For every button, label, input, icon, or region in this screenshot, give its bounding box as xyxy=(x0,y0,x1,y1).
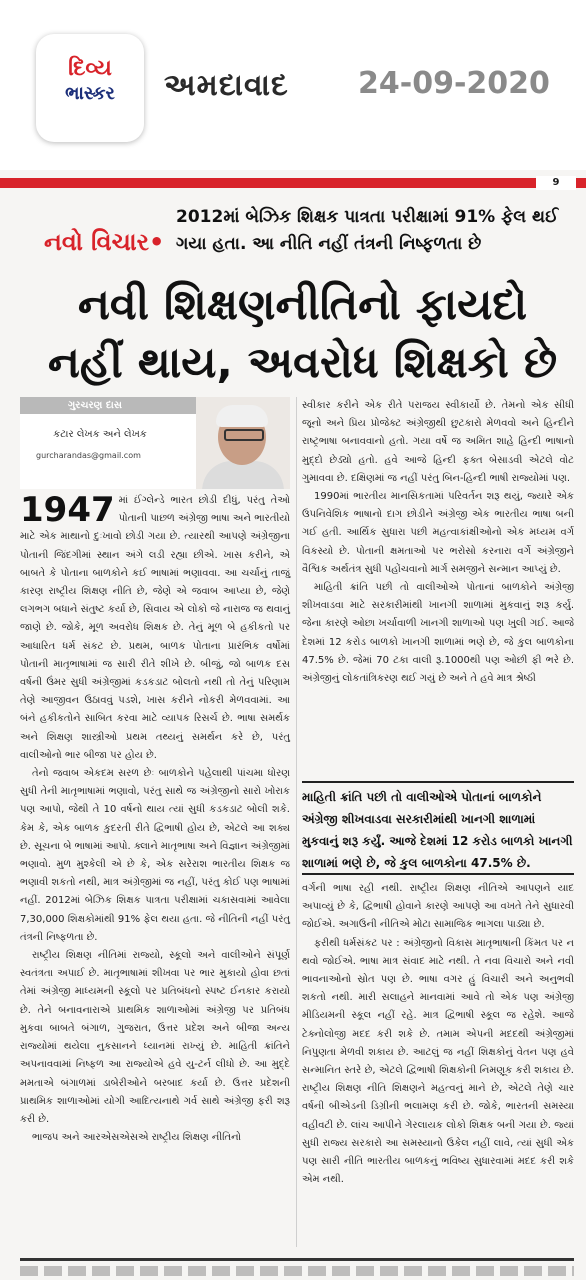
headline-line1: નવી શિક્ષણનીતિનો ફાયદો xyxy=(77,280,528,330)
article-column-right-bottom xyxy=(302,880,574,1189)
edition-date: 24-09-2020 xyxy=(358,66,550,101)
article-column-left xyxy=(20,492,290,1147)
article-subhead: 2012માં બેઝિક શિક્ષક પાત્રતા પરીક્ષામાં 91% ફેલ થઈ ગયા હતા. આ નીતિ નહીં તંત્રની નિષ્ફળતા છે xyxy=(176,207,559,254)
author-email: gurcharandas@gmail.com xyxy=(36,451,141,460)
column-divider xyxy=(296,397,297,1247)
article-paragraph: રાષ્ટ્રીય શિક્ષણ નીતિમાં રાજ્યો, સ્કૂલો અને વાલીઓને સંપૂર્ણ સ્વતંત્રતા અપાઈ છે. માતૃભાષામાં શીખવા પર ભાર મુકાયો હોવા છતાં તેમાં અંગ્રેજી માધ્યમની સ્કૂલો પર પ્રતિબંધનો સ્પષ્ટ ઈનકાર કરાયો છે. તેને બનાવનારાએ પ્રાથમિક શાળાઓમાં અંગ્રેજી પર પ્રતિબંધ મુકવા બાબતે બંગાળ, ગુજરાત, ઉત્તર પ્રદેશ અને બીજા અન્ય રાજ્યોમાં થયેલા નુકસાનને ધ્યાનમાં રાખ્યું છે. માહિતી ક્રાંતિને અપનાવવામાં નિષ્ફળ આ રાજ્યોએ હવે યુ-ટર્ન લીધો છે. આ મુદ્દે મમતાએ બંગાળમાં ડાબેરીઓને બરબાદ કર્યા છે. ઉત્તર પ્રદેશની પ્રાથમિક શાળાઓમાં યોગી આદિત્યનાથે ગર્વ સાથે અંગ્રેજી ફરી શરૂ કરી છે. xyxy=(20,950,290,1125)
article-paragraph: ભાજપ અને આરએસએસએ રાષ્ટ્રીય શિક્ષણ નીતિનો xyxy=(32,1132,242,1144)
divya-bhaskar-logo[interactable] xyxy=(36,34,144,142)
next-article-cutoff xyxy=(20,1266,574,1276)
page-top-rule xyxy=(0,178,586,188)
logo-line1: દિવ્ય xyxy=(68,56,112,81)
page-bottom-rule xyxy=(20,1258,574,1261)
article-paragraph: ફરીથી ધર્મસંકટ પર : અંગ્રેજીનો વિકાસ માતૃભાષાની કિંમત પર ન થવો જોઈએ. ભાષા માત્ર સંવાદ માટે નથી. તે નવા વિચારો અને નવી ભાવનાઓનો સ્રોત પણ છે. ભાષા વગર હું વિચારી અને અનુભવી શકતો નથી. મારી સલાહને માનવામાં આવે તો એક પણ અંગ્રેજી મીડિયમની સ્કૂલ નહીં રહે. માત્ર દ્વિભાષી સ્કૂલ જ રહેશે. આજે ટેક્નોલોજી મદદ કરી શકે છે. તમામ એપની મદદથી અંગ્રેજીમાં નિપુણતા મેળવી શકાય છે. આટલું જ નહીં શિક્ષકોનું વેતન પણ હવે સન્માનિત સ્તરે છે, એટલે દ્વિભાષી શિક્ષકોની નિમણૂક કરી શકાય છે. રાષ્ટ્રીય શિક્ષણ નીતિ શિક્ષણને મહત્વનું માને છે, એટલે તેણે ચાર વર્ષની બીએડની ડિગ્રીની ભલામણ કરી છે. જોકે, ભારતની સમસ્યા વહીવટી છે. લાંચ આપીને ગેરલાયક લોકો શિક્ષક બની ગયા છે. જ્યાં સુધી રાજ્ય સરકારો આ સમસ્યાનો ઉકેલ નહીં લાવે, ત્યાં સુધી એક પણ સારી નીતિ ભારતીય બાળકનું ભવિષ્ય સુધારવામાં મદદ કરી શકે એમ નથી. xyxy=(302,937,574,1186)
drop-cap: 1947 xyxy=(20,490,115,530)
edition-city: અમદાવાદ xyxy=(164,68,289,103)
photo-hair xyxy=(216,405,268,427)
section-kicker: નવો વિચાર• xyxy=(44,228,165,256)
photo-body xyxy=(202,461,284,489)
article-paragraph: 1947 માં ઈંગ્લેન્ડે ભારત છોડી દીધું, પરંતુ તેઓ પોતાની પાછળ અંગ્રેજી ભાષા અને ભારતીયો માટે એક માથાનો દુઃખાવો છોડી ગયા છે. ત્યારથી આપણે અંગ્રેજીના પોતાની જિંદગીમાં સ્થાન અંગે લડી રહ્યા છીએ. ખાસ કરીને, એ બાબતે કે પોતાના બાળકોને કઈ ભાષામાં ભણાવવા. આ ચર્ચાનું તાજું કારણ રાષ્ટ્રીય શિક્ષણ નીતિ છે, જેણે એ જવાબ આપ્યા છે, જેણે લગભગ બધાને સંતુષ્ટ કર્યા છે, સિવાય એ લોકો જે નારાજ જ થવાનું જાણે છે. જોકે, મૂળ અવરોધ શિક્ષક છે. તેનું મૂળ બે હકીકતો પર આધારિત ધર્મ સંકટ છે. પ્રથમ, બાળક પોતાના પ્રારંભિક વર્ષોમાં પોતાની માતૃભાષામાં જ સારી રીતે શીખે છે. બીજું, જો બાળક દસ વર્ષની ઉંમર સુધી અંગ્રેજીમાં કડકડાટ બોલતો નથી તો તેનું પરિણામ તેણે આજીવન ઉઠાવવું પડશે, ખાસ કરીને નોકરી મેળવવામાં. આ બંને હકીકતોને સાબિત કરવા માટે વ્યાપક રિસર્ચ છે. ભાષા સમર્થક અને શિક્ષણ શાસ્ત્રીઓ પ્રથમ તથ્યનું સમર્થન કરે છે, પરંતુ વાલીઓનો ભાર બીજા પર હોય છે. xyxy=(20,490,290,761)
article-paragraph: સ્વીકાર કરીને એક રીતે પરાજય સ્વીકાર્યો છે. તેમનો એક સીધી જૂનો અને પ્રિય પ્રોજેક્ટ અંગ્રેજીથી છુટકારો મેળવવો અને હિન્દીને રાષ્ટ્રભાષા બનાવવાનો હતો. ગયા વર્ષે જ અમિત શાહે હિન્દી ભાષાનો મુદ્દો છેડ્યો હતો. હવે આજે હિન્દી ફક્ત બેસાડવી એટલે વોટ ગુમાવવા છે. દક્ષિણમાં જ નહીં પરંતુ બિન-હિન્દી ભાષી રાજ્યોમાં પણ. xyxy=(302,400,574,484)
article-paragraph: 1990માં ભારતીય માનસિકતામાં પરિવર્તન શરૂ થયું, જ્યારે એક ઉપનિવેશિક ભાષાનો દાગ છોડીને અંગ્રેજી એક ભારતીય ભાષા બની ગઈ હતી. આર્થિક સુધારા પછી મહત્વાકાંક્ષીઓનો એક મધ્યમ વર્ગ વિકસ્યો છે. પોતાની ક્ષમતાઓ પર ભરોસો કરનારા વર્ગે અંગ્રેજીને વૈશ્વિક અર્થતંત્ર સુધી પહોંચવાનો માર્ગ સમજીને સન્માન આપ્યું છે. xyxy=(302,491,574,575)
article-headline xyxy=(30,276,575,392)
pull-quote: માહિતી ક્રાંતિ પછી તો વાલીઓએ પોતાનાં બાળકોને અંગ્રેજી શીખવાડવા સરકારીમાંથી ખાનગી શાળામાં મુકવાનું શરૂ કર્યું. આજે દેશમાં 12 કરોડ બાળકો ખાનગી શાળામાં ભણે છે, જે કુલ બાળકોના 47.5% છે. xyxy=(302,781,574,875)
article-column-right-top xyxy=(302,397,574,688)
author-name: ગુરચરણ દાસ xyxy=(68,400,122,411)
article-paragraph: માહિતી ક્રાંતિ પછી તો વાલીઓએ પોતાનાં બાળકોને અંગ્રેજી શીખવાડવા માટે સરકારીમાંથી ખાનગી શાળામાં મુકવાનું શરૂ કર્યું. જેના કારણે ઓછા ખર્ચાવાળી ખાનગી શાળાઓ પણ ખુલી ગઈ. આજે દેશમાં 12 કરોડ બાળકો ખાનગી શાળામાં ભણે છે, જે કુલ બાળકોના 47.5% છે. જેમાં 70 ટકા વાલી રૂ.1000થી પણ ઓછી ફી ભરે છે. અંગ્રેજીનું લોકતાંત્રિકરણ થઈ ગયું છે અને તે હવે માત્ર શ્રેષ્ઠી xyxy=(302,582,574,685)
article-paragraph: તેનો જવાબ એકદમ સરળ છેઃ બાળકોને પહેલાથી પાંચમા ધોરણ સુધી તેની માતૃભાષામાં ભણાવો, પરંતુ સાથે જ અંગ્રેજીનો સારો ખોરાક પણ આપો, જેથી તે 10 વર્ષનો થાય ત્યાં સુધી કડકડાટ બોલી શકે. કેમ કે, એક બાળક કુદરતી રીતે દ્વિભાષી હોય છે, એટલે આ શક્ય છે. સૂચના બે ભાષામાં આપો. ક્લાને માતૃભાષા અને વિજ્ઞાન અંગ્રેજીમાં ભણાવો. મુળ મુશ્કેલી એ છે કે, એક સરેરાશ ભારતીય શિક્ષક જ ભણાવી શકતો નથી, માત્ર અંગ્રેજીમાં જ નહીં, પરંતુ કોઈ પણ ભાષામાં નહીં. 2012માં બેઝિક શિક્ષક પાત્રતા પરીક્ષામાં ચકાસવામાં આવેલા 7,30,000 શિક્ષકોમાંથી 91% ફેલ થયા હતા. જે નીતિની નહીં પરંતુ તંત્રની નિષ્ફળતા છે. xyxy=(20,768,290,943)
author-role: કટાર લેખક અને લેખક xyxy=(53,429,147,440)
logo-line2: ભાસ્કર xyxy=(65,83,115,104)
page-number: 9 xyxy=(536,176,576,190)
photo-glasses xyxy=(224,429,264,441)
headline-line2: નહીં થાય, અવરોધ શિક્ષકો છે xyxy=(47,338,558,388)
author-photo xyxy=(196,397,290,489)
author-byline xyxy=(20,397,290,489)
article-paragraph: વર્ગની ભાષા રહી નથી. રાષ્ટ્રીય શિક્ષણ નીતિએ આપણને યાદ અપાવ્યું છે કે, દ્વિભાષી હોવાને કારણે આપણે આ વખતે તેને સુધારવી જોઈએ. અગાઉની નીતિએ મોટા સામાજિક ભાગલા પાડ્યા છે. xyxy=(302,883,574,931)
app-header xyxy=(0,0,586,170)
